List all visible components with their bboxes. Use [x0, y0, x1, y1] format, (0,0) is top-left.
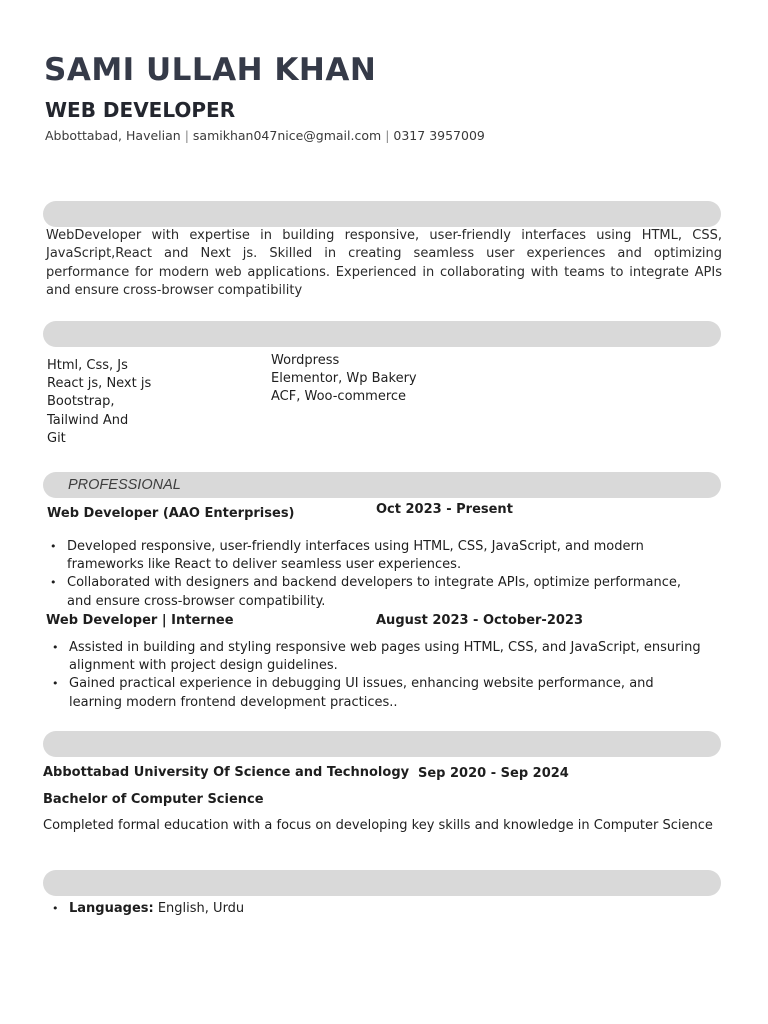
languages-label: Languages:	[69, 901, 154, 916]
section-bar-experience	[43, 472, 721, 498]
location-text: Abbottabad, Havelian	[45, 128, 181, 143]
candidate-name: SAMI ULLAH KHAN	[44, 52, 377, 88]
email-text: samikhan047nice@gmail.com	[192, 128, 382, 143]
section-bar-skills	[43, 321, 721, 347]
skills-column-right	[271, 352, 417, 407]
job-title: Web Developer | Internee	[46, 613, 234, 628]
summary-text: WebDeveloper with expertise in building responsive, user-friendly interfaces using HTML, CSS, JavaScript,React and Next js. Skilled in creating seamless user experiences and optimizing performance for modern web applications. Experienced in collaborating with teams to integrate APIs and ensure cross-browser compatibility	[46, 228, 722, 299]
skill-item: Wordpress	[271, 353, 340, 368]
languages-value: English, Urdu	[157, 901, 245, 916]
job-bullet-list	[43, 538, 703, 611]
job-dates: Oct 2023 - Present	[376, 502, 513, 517]
job-role-title: WEB DEVELOPER	[45, 98, 236, 122]
languages-list	[45, 900, 445, 918]
job-bullet: • Gained practical experience in debugging UI issues, enhancing website performance, and learning modern frontend development practices..	[45, 675, 705, 711]
education-school: Abbottabad University Of Science and Technology	[43, 765, 410, 780]
phone-text: 0317 3957009	[393, 128, 485, 143]
education-description: Completed formal education with a focus on developing key skills and knowledge in Computer Science	[43, 818, 713, 833]
job-bullet: • Collaborated with designers and backend developers to integrate APIs, optimize performance, and ensure cross-browser compatibility.	[43, 574, 703, 610]
job-title: Web Developer (AAO Enterprises)	[47, 506, 295, 521]
education-degree: Bachelor of Computer Science	[43, 792, 264, 807]
contact-line	[45, 128, 485, 143]
job-bullet: • Developed responsive, user-friendly interfaces using HTML, CSS, JavaScript, and modern frameworks like React to deliver seamless user experiences.	[43, 538, 703, 574]
skill-item: Tailwind And	[47, 412, 129, 428]
section-title-experience: PROFESSIONAL	[68, 477, 181, 493]
skill-item: Elementor, Wp Bakery	[271, 371, 417, 387]
contact-separator: |	[385, 128, 390, 143]
section-bar-languages	[43, 870, 721, 896]
section-bar-education	[43, 731, 721, 757]
skill-item: React js, Next js	[47, 376, 152, 392]
languages-item	[45, 900, 445, 918]
contact-separator: |	[184, 128, 189, 143]
job-bullet-list	[45, 639, 705, 712]
skill-item: Html, Css, Js	[47, 358, 128, 373]
job-dates: August 2023 - October-2023	[376, 613, 583, 628]
skill-item: Git	[47, 430, 66, 446]
education-dates: Sep 2020 - Sep 2024	[418, 766, 569, 781]
skills-column-left	[47, 357, 151, 448]
skill-item: Bootstrap,	[47, 394, 115, 410]
section-bar-summary	[43, 201, 721, 227]
skill-item: ACF, Woo-commerce	[271, 389, 407, 405]
job-bullet: • Assisted in building and styling responsive web pages using HTML, CSS, and JavaScript, ensuring alignment with project design guidelines.	[45, 639, 705, 675]
